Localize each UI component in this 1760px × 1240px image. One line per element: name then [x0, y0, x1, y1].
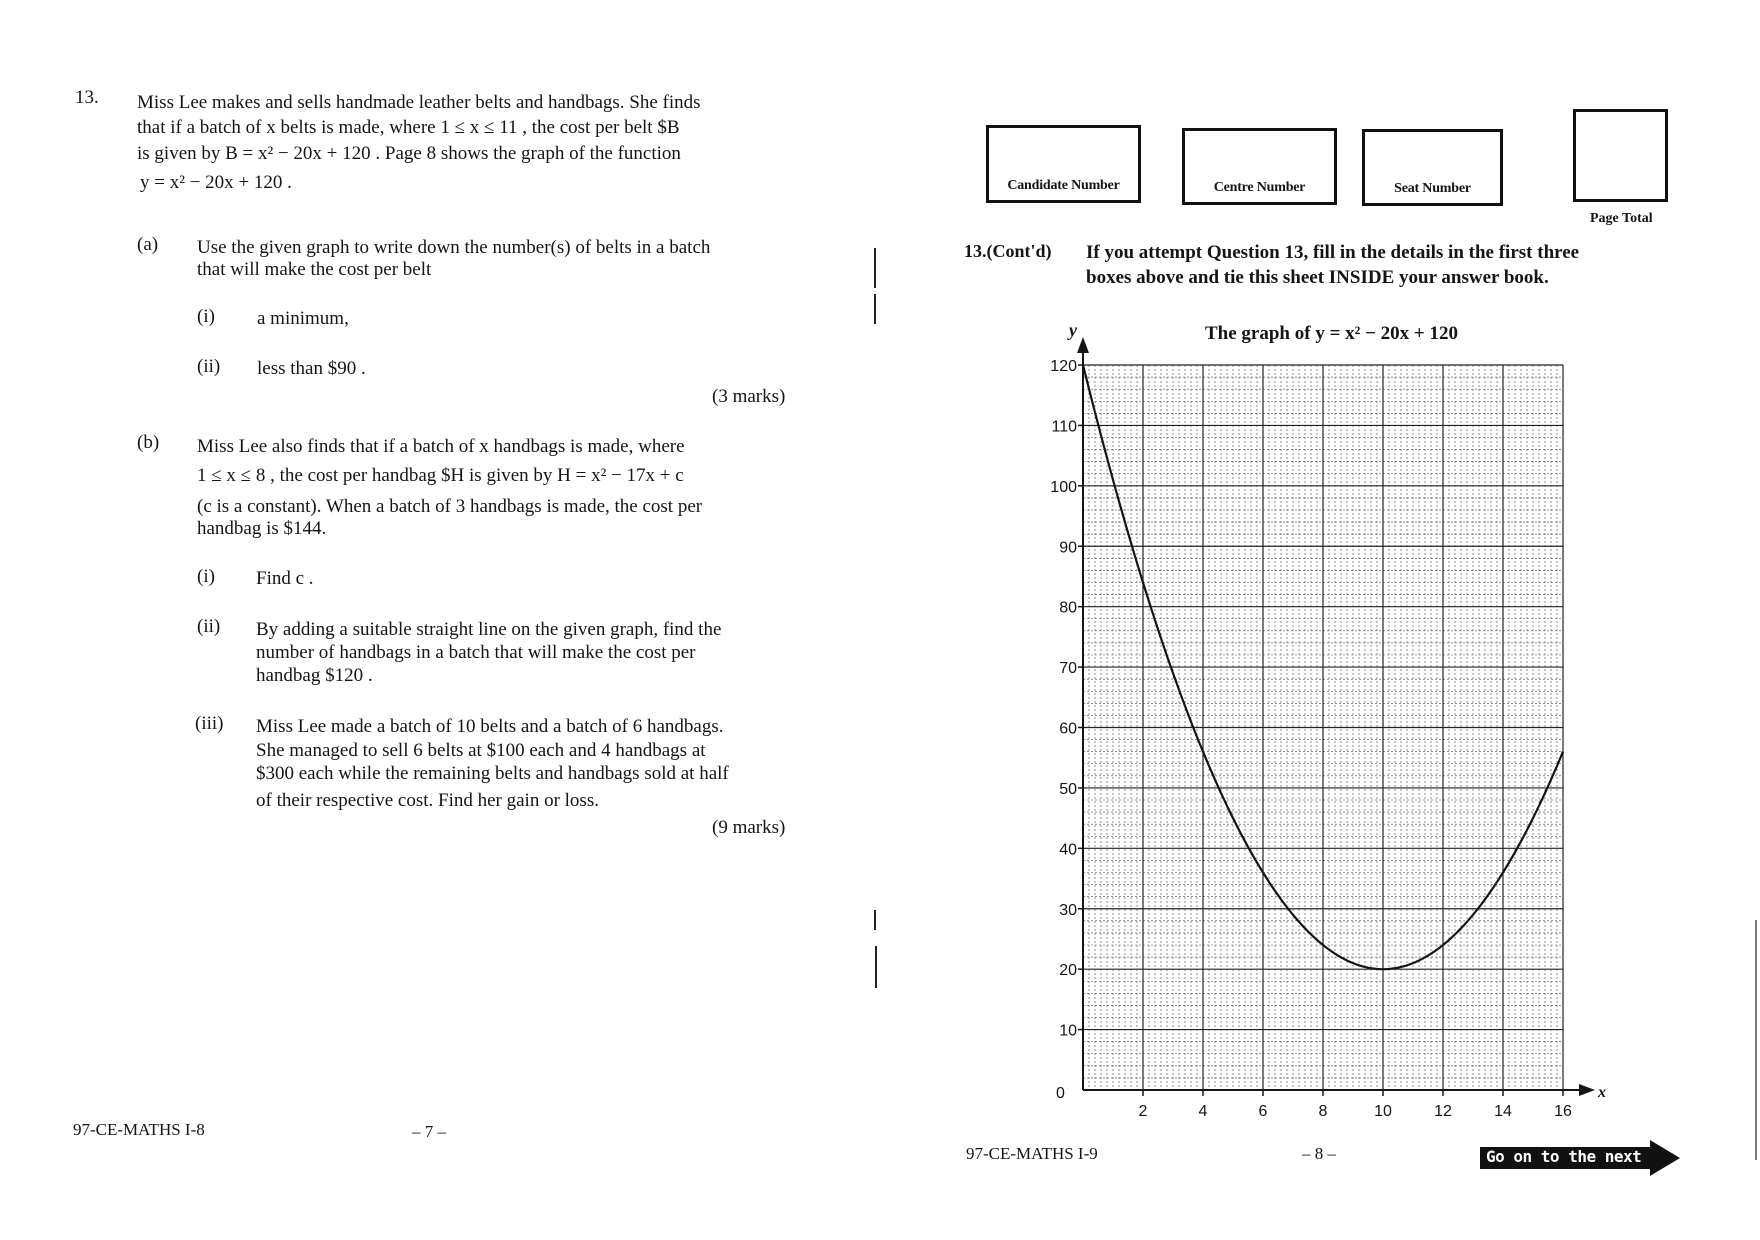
- y-tick-label: 20: [1059, 962, 1077, 980]
- next-page-button[interactable]: [1480, 1140, 1680, 1185]
- binding-mark: [874, 910, 876, 930]
- x-axis-label: x: [1598, 1084, 1606, 1101]
- part-b-i-label: (i): [197, 566, 215, 587]
- part-b-ii-label: (ii): [197, 616, 221, 637]
- intro-line: is given by B = x² − 20x + 120 . Page 8 shows the graph of the function: [137, 143, 681, 164]
- x-axis-arrow: [1579, 1084, 1595, 1096]
- part-b-iii-text: She managed to sell 6 belts at $100 each and 4 handbags at: [256, 740, 706, 761]
- seat-number-label: Seat Number: [1394, 181, 1471, 196]
- part-b-ii-text: number of handbags in a batch that will make the cost per: [256, 642, 696, 663]
- page-total-box[interactable]: [1573, 109, 1668, 202]
- y-axis-label: y: [1069, 320, 1077, 340]
- x-tick-label: 4: [1198, 1103, 1208, 1120]
- part-a-ii-text: less than $90 .: [257, 358, 366, 379]
- y-tick-label: 10: [1059, 1022, 1077, 1040]
- left-footer-code: 97-CE-MATHS I-8: [73, 1120, 205, 1139]
- axes: [1077, 337, 1595, 1096]
- right-page-number: – 8 –: [1302, 1144, 1336, 1163]
- instruction-line: If you attempt Question 13, fill in the details in the first three: [1086, 242, 1580, 263]
- y-axis-arrow: [1077, 337, 1089, 353]
- intro-line: that if a batch of x belts is made, where 1 ≤ x ≤ 11 , the cost per belt $B: [137, 117, 680, 138]
- part-b-label: (b): [137, 432, 160, 453]
- part-b-iii-label: (iii): [195, 713, 224, 734]
- question-number: 13.: [75, 87, 99, 108]
- right-footer-code: 97-CE-MATHS I-9: [966, 1144, 1098, 1163]
- x-tick-label: 8: [1318, 1103, 1328, 1120]
- intro-line: Miss Lee makes and sells handmade leather belts and handbags. She finds: [137, 92, 701, 113]
- part-b-text: handbag is $144.: [197, 518, 327, 539]
- binding-mark: [874, 294, 876, 324]
- y-tick-label: 80: [1059, 599, 1077, 617]
- seat-number-box[interactable]: [1362, 129, 1503, 206]
- binding-mark: [875, 946, 877, 988]
- candidate-number-box[interactable]: [986, 125, 1141, 203]
- centre-number-box[interactable]: [1182, 128, 1337, 205]
- next-page-label: Go on to the next page: [1486, 1147, 1642, 1185]
- y-tick-label: 40: [1059, 841, 1077, 859]
- part-b-ii-text: handbag $120 .: [256, 665, 373, 686]
- candidate-number-label: Candidate Number: [1007, 178, 1120, 193]
- x-tick-label: 12: [1434, 1103, 1452, 1120]
- left-page-number: – 7 –: [412, 1122, 446, 1141]
- y-tick-label: 70: [1059, 660, 1077, 678]
- y-tick-label: 60: [1059, 720, 1077, 738]
- x-tick-label: 2: [1138, 1103, 1148, 1120]
- chart-title: The graph of y = x² − 20x + 120: [1205, 323, 1458, 344]
- y-tick-label: 50: [1059, 780, 1077, 798]
- part-a-i-text: a minimum,: [257, 308, 349, 329]
- part-b-iii-text: of their respective cost. Find her gain or loss.: [256, 790, 599, 811]
- y-tick-label: 90: [1059, 539, 1077, 557]
- scan-edge: [1755, 920, 1757, 1160]
- x-tick-label: 10: [1374, 1103, 1392, 1120]
- quadratic-graph: [1020, 310, 1640, 1120]
- part-a-marks: (3 marks): [712, 386, 786, 407]
- x-tick-label: 16: [1554, 1103, 1572, 1120]
- part-b-text: (c is a constant). When a batch of 3 handbags is made, the cost per: [197, 496, 703, 517]
- part-b-text: 1 ≤ x ≤ 8 , the cost per handbag $H is given by H = x² − 17x + c: [197, 465, 684, 486]
- part-b-marks: (9 marks): [712, 817, 786, 838]
- part-a-i-label: (i): [197, 306, 215, 327]
- part-b-text: Miss Lee also finds that if a batch of x handbags is made, where: [197, 436, 685, 457]
- x-tick-label: 14: [1494, 1103, 1512, 1120]
- part-b-i-text: Find c .: [256, 568, 314, 589]
- part-b-iii-text: Miss Lee made a batch of 10 belts and a batch of 6 handbags.: [256, 716, 724, 737]
- instruction-line: boxes above and tie this sheet INSIDE your answer book.: [1086, 267, 1549, 288]
- x-tick-label: 6: [1258, 1103, 1268, 1120]
- part-a-text: that will make the cost per belt: [197, 259, 432, 280]
- y-tick-label: 120: [1050, 358, 1077, 375]
- y-tick-label: 100: [1050, 478, 1077, 496]
- page-total-label: Page Total: [1590, 211, 1653, 226]
- intro-line: y = x² − 20x + 120 .: [140, 172, 292, 193]
- part-a-label: (a): [137, 234, 159, 255]
- centre-number-label: Centre Number: [1213, 180, 1306, 195]
- origin-label: 0: [1056, 1085, 1065, 1102]
- y-tick-label: 30: [1059, 901, 1077, 919]
- part-a-ii-label: (ii): [197, 356, 221, 377]
- cont-label: 13.(Cont'd): [964, 241, 1052, 261]
- part-b-iii-text: $300 each while the remaining belts and handbags sold at half: [256, 763, 729, 784]
- binding-mark: [874, 248, 876, 288]
- part-a-text: Use the given graph to write down the number(s) of belts in a batch: [197, 237, 711, 258]
- part-b-ii-text: By adding a suitable straight line on the given graph, find the: [256, 619, 722, 640]
- y-tick-label: 110: [1051, 418, 1077, 436]
